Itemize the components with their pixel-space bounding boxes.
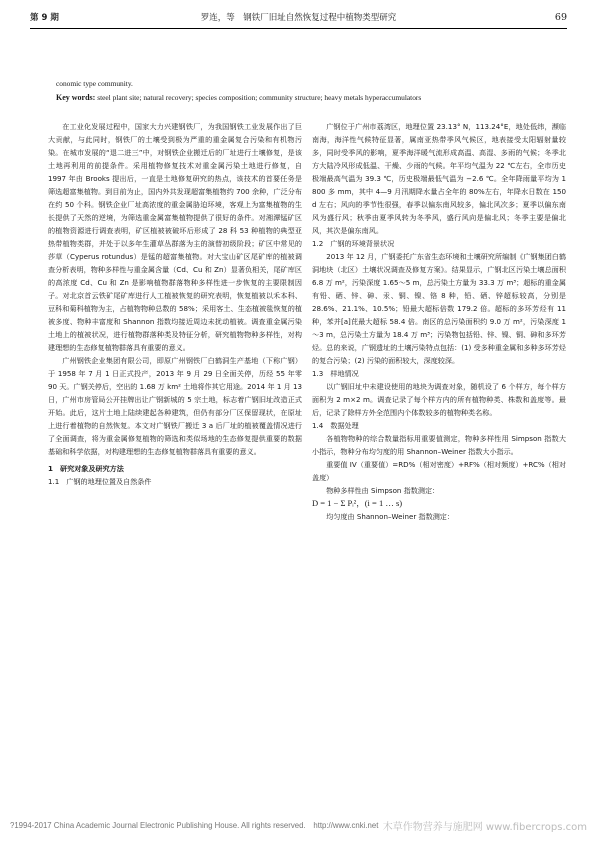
copyright-line: ?1994-2017 China Academic Journal Electronic Publishing House. All rights reserved. http://www.cnki.net [10,821,379,830]
shannon-intro: 均匀度由 Shannon–Weiner 指数测定： [326,512,454,521]
subsection-heading: 1.2 广钢的环境背景状况 [312,239,395,248]
intro-paragraph: 在工业化发展过程中，国家大力兴建钢铁厂，为我国钢铁工业发展作出了巨大贡献，与此同时，钢铁厂的土壤受到极为严重的重金属复合污染和有机物污染。在城市发展的“退二进三”中，对钢铁企业搬迁后的厂址进行土壤修复，是该土地再利用的前提条件。采用植物修复技术对重金属污染土地进行修复，自 1997 年由 Brooks 提出后，一直是土地修复研究的热点，该技术的首要任务是筛选超富集植物。到目前为止，国内外共发现超富集植物约 700 余种，广泛分布在约 50 个科。钢铁企业厂址高浓度的重金属胁迫环境，客观上为富集植物的生长提供了天然的逆境，为筛选重金属富集植物提供了很好的条件。对湘潭锰矿区的植物资源进行调查表明，矿区植被被破坏后形成了 28 科 53 种植物的典型亚热带植物类群，并处于以多年生灌草丛群落为主的演替初级阶段；矿区中常见的莎草（Cyperus rotundus）是锰的超富集植物。对大宝山矿区尾矿库的植被调查分析表明，物种多样性与重金属含量（Cd、Cu 和 Zn）显著负相关，尾矿库区的高浓度 Cd、Cu 和 Zn 是影响植物群落物种多样性进一步恢复的主要限制因子。对北京首云铁矿尾矿库进行人工植被恢复的研究表明，恢复植被以禾本科、豆科和菊科植物为主，占植物物种总数的 58%；采用客土、生态植被毯恢复的植被多度、物种丰富度和 Shannon 指数均接近周边未扰动植被。调查重金属污染土地上的植被状况，进行植物群落种类及特征分析，研究植物物种多样性，对构建理想的生态修复植物群落具有重要的意义。 [48,122,302,352]
keywords-line [56,92,555,103]
environment-paragraph: 2013 年 12 月，广钢委托广东省生态环境和土壤研究所编制《广钢集团白鹤洞地块（北区）土壤状况调查及修复方案》。结果显示，广钢北区污染土壤总面积 6.8 万 m²，污染深度 1.65～5 m，总污染土方量为 33.3 万 m³；超标的重金属有铅、硒、锌、砷、汞、铜、镍、铬 8 种，铅、硒、锌超标较高，分别是 28.6%、21.1%、10.5%；铅最大超标倍数 179.2 倍。超标的多环芳烃有 11 种，苯并[a]芘最大超标 58.4 倍。南区的总污染面积约 9.0 万 m²，污染深度 1～3 m，总污染土方量为 18.4 万 m³；污染物包括铅、锌、镍、铜、砷和多环芳烃。总的来说，广钢遗址的土壤污染特点包括：(1) 受多种重金属和多种多环芳烃的复合污染；(2) 污染的面积较大，深度较深。 [312,252,566,365]
page-footer [0,820,595,834]
data-processing-paragraph: 各植物物种的综合数量指标用重要值测定，物种多样性用 Simpson 指数大小指示，物种分布均匀度的用 Shannon–Weiner 指数大小指示。 [312,434,566,456]
geography-paragraph: 广钢位于广州市荔湾区，地理位置 23.13° N，113.24°E，地处低纬，濒临南海，海洋性气候特征显著，属南亚热带季风气候区，地表接受太阳辐射量较多，同时受季风的影响，夏季海洋暖气流形成高温、高湿、多雨的气候；冬季北方大陆冷风形成低温、干燥、少雨的气候。年平均气温为 22 ℃左右，全市历史极端最高气温为 39.3 ℃，历史极端最低气温为 −2.6 ℃。全年降雨量平均为 1 800 多 mm，其中 4—9 月汛期降水量占全年的 80%左右，年降水日数在 150 d 左右；风向的季节性很强，春季以偏东南风较多，偏北风次多；夏季以偏东南风为盛行风；秋季由夏季风转为冬季风，盛行风向是偏北风；冬季主要是偏北风，其次是偏东南风。 [312,122,566,235]
keywords-label: Key words: [56,93,96,102]
watermark: 木草作物营养与施肥网 www.fibercrops.com [382,822,587,833]
page-number: 69 [554,12,567,23]
section-heading: 1 研究对象及研究方法 [48,464,124,473]
site-paragraph: 广州钢铁企业集团有限公司，即原广州钢铁厂白鹤洞生产基地（下称广钢）于 1958 年 7 月 1 日正式投产，2013 年 9 月 29 日全面关停，历经 55 年零 90 天。广钢关停后，空出的 1.68 万 km² 土地将作其它用途。2014 年 1 月 13 日，广州市房管局公开挂牌出让广钢新城的 5 宗土地，标志着广钢旧址改造正式开始。此后，这片土地上陆续建起各种建筑，但仍有部分厂区保留现状，在原址上进行着植物的自然恢复。本文对广钢铁厂搬迁 3 a 后厂址的植被覆盖情况进行了全面调查，将为重金属修复植物的筛选和类似场地的生态修复提供重要的数据基础和科学依据，对构建理想的生态修复植物群落具有重要的意义。 [48,356,302,456]
keywords-text: steel plant site; natural recovery; species composition; community structure; heavy metals hyperaccumulators [97,93,422,102]
simpson-formula: D = 1 − Σ Pᵢ²，(i = 1 … s) [312,498,403,508]
header-rule [30,28,567,29]
english-abstract-tail: conomic type community. [56,79,133,88]
subsection-heading: 1.3 样地情况 [312,369,359,378]
subsection-heading: 1.1 广钢的地理位置及自然条件 [48,477,152,486]
issue-number: 第 9 期 [30,13,59,23]
right-column [312,120,566,523]
running-header [30,10,567,26]
plot-paragraph: 以广钢旧址中未建设使用的地块为调查对象，随机设了 6 个样方，每个样方面积为 2 m×2 m。调查记录了每个样方内的所有植物种类、株数和盖度等。最后，记录了除样方外全范围内个体数较多的植物种类名称。 [312,382,566,417]
importance-value-formula: 重要值 IV（重要值）=RD%（相对密度）+RF%（相对频度）+RC%（相对盖度） [312,460,566,482]
subsection-heading: 1.4 数据处理 [312,421,359,430]
running-title: 罗连，等 钢铁厂旧址自然恢复过程中植物类型研究 [200,13,397,23]
simpson-intro: 物种多样性由 Simpson 指数测定： [326,486,440,495]
left-column [48,120,302,488]
